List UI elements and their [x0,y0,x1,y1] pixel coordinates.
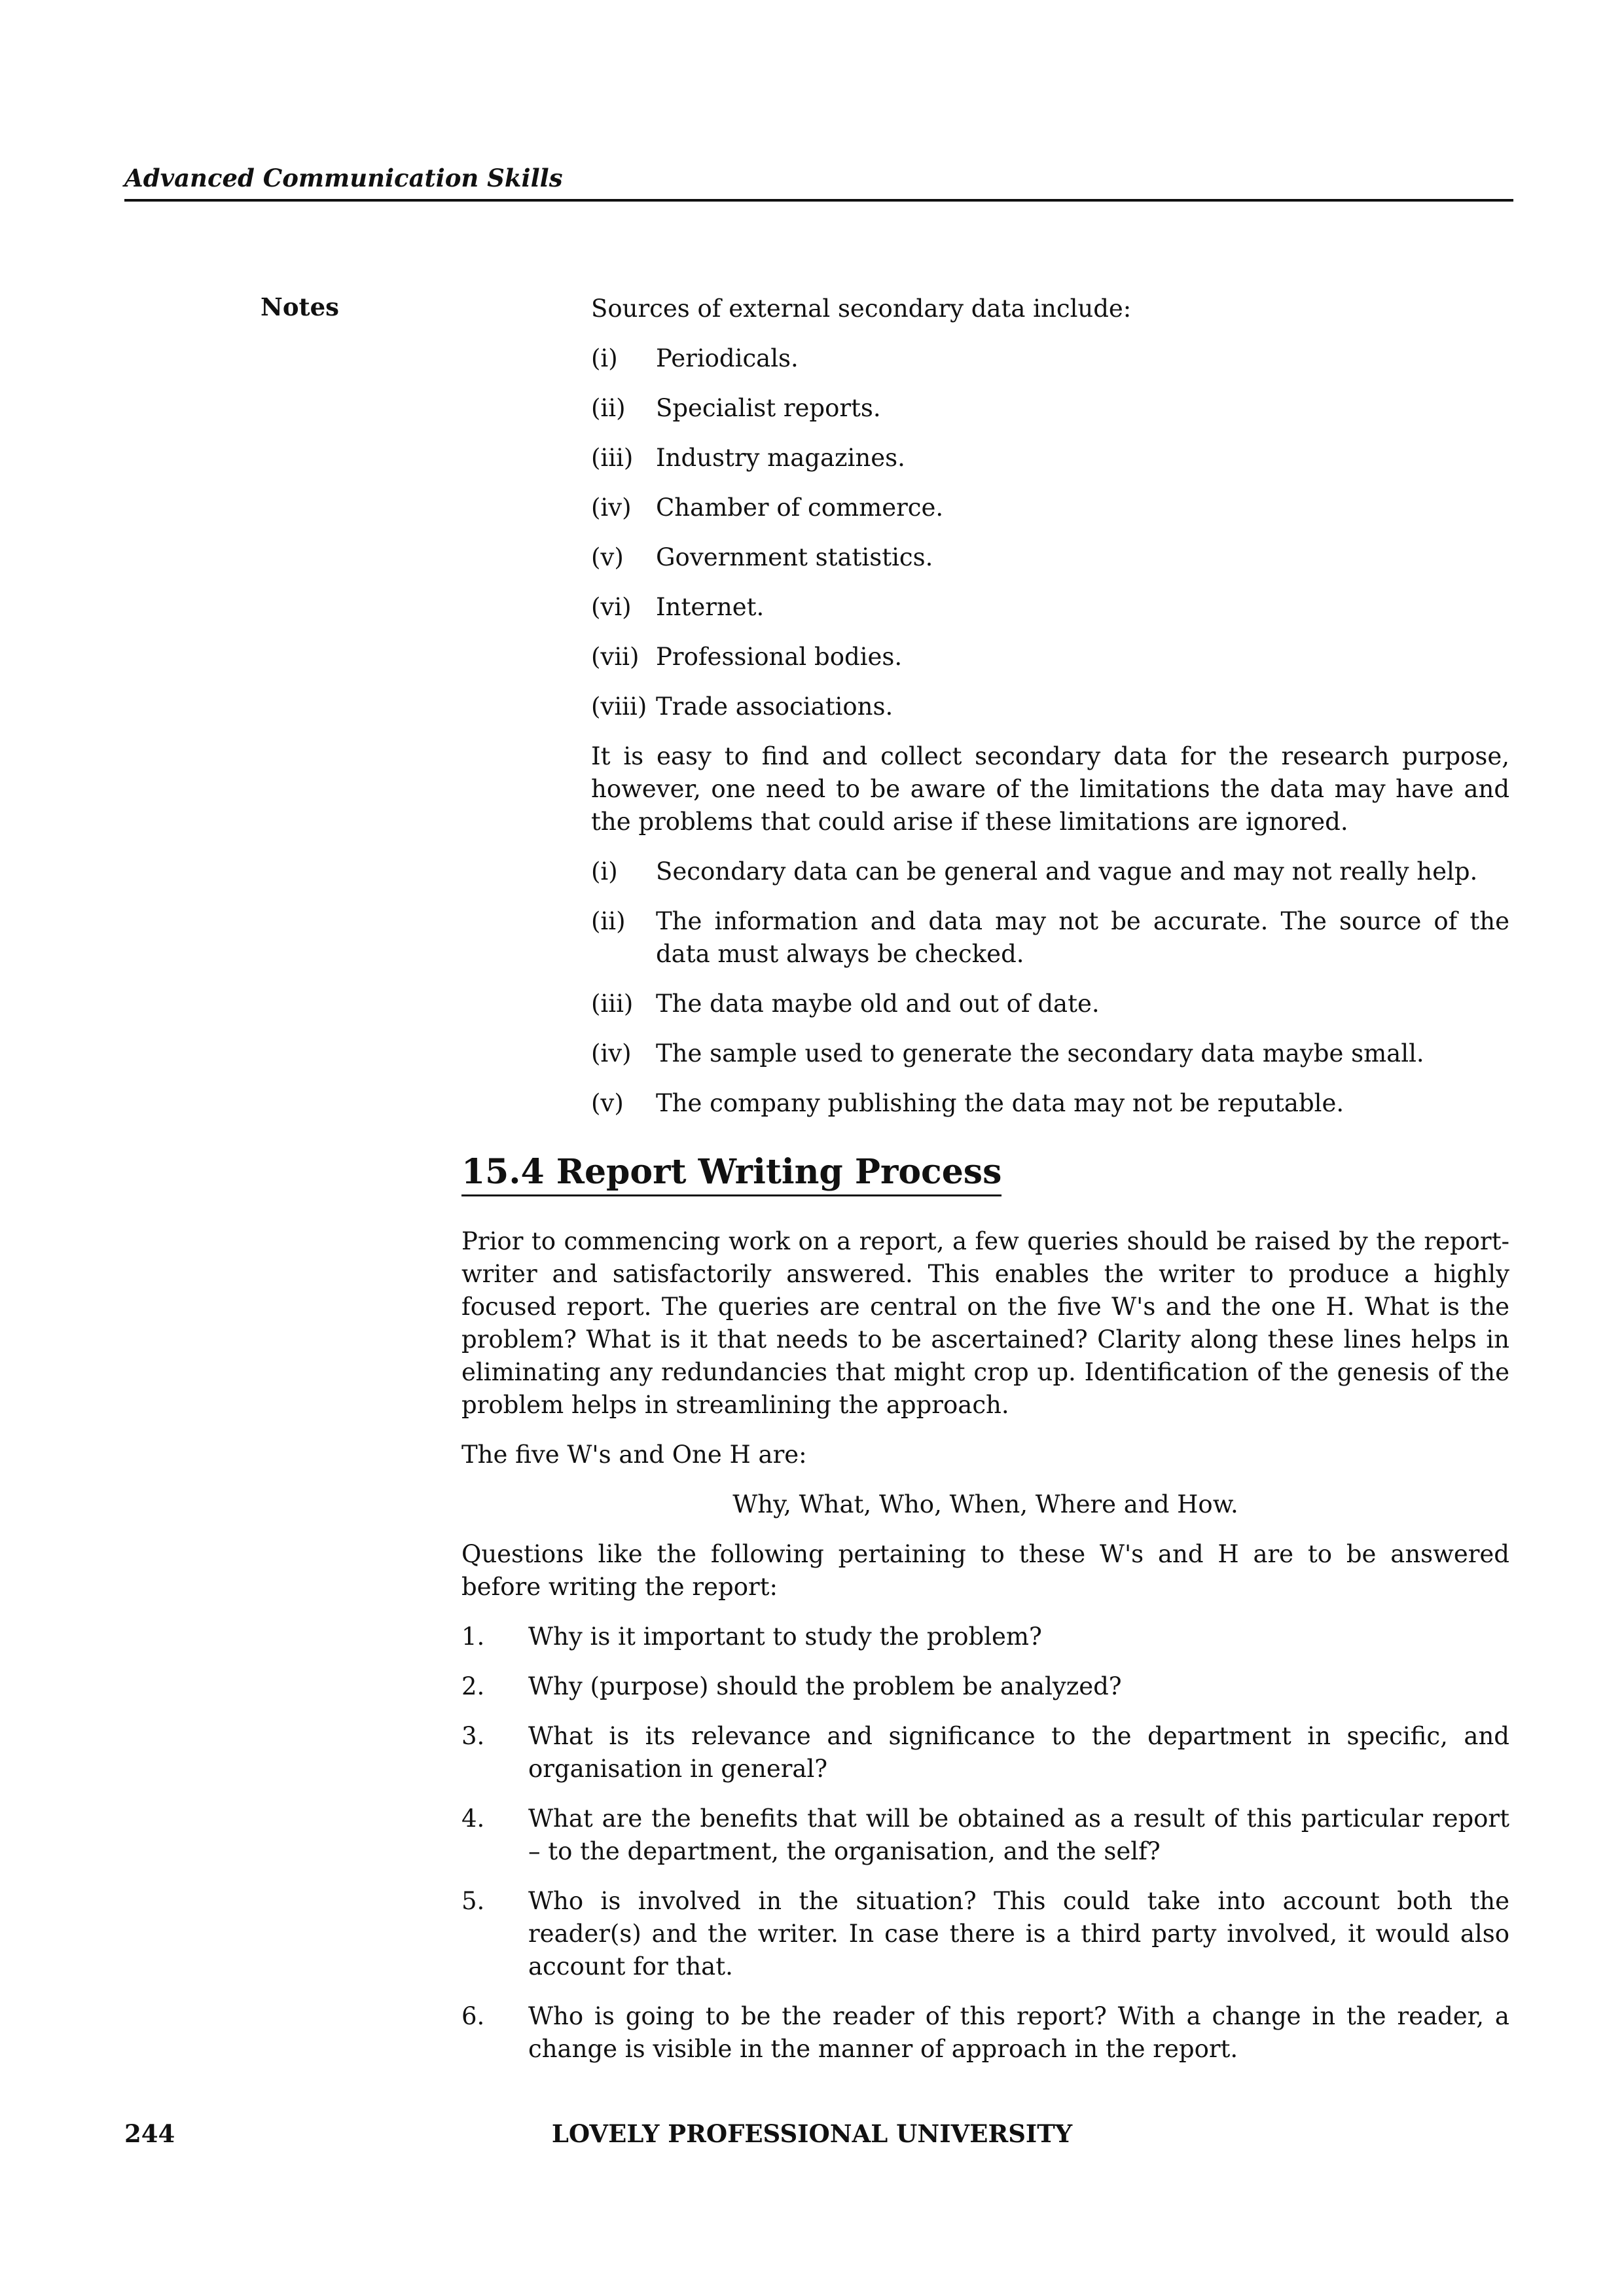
list-item-text: The sample used to generate the secondary data maybe small. [656,1039,1424,1067]
limitations-list [591,855,1509,1120]
list-item-text: What are the benefits that will be obtained as a result of this particular report – to the department, the organisation, and the self? [528,1804,1509,1865]
section-column [461,1136,1509,2083]
list-item-text: Why (purpose) should the problem be analyzed? [528,1672,1122,1700]
running-header: Advanced Communication Skills [124,164,1513,202]
list-item-number: (iii) [591,990,634,1018]
footer-university: LOVELY PROFESSIONAL UNIVERSITY [551,2119,1073,2148]
list-item-number: (i) [591,344,618,372]
list-item-number: (iv) [591,1039,632,1067]
list-item-text: Professional bodies. [656,643,903,671]
notes-column [591,293,1509,1137]
list-item-text: Government statistics. [656,543,933,571]
list-item-number: 5. [461,1887,485,1915]
list-item-text: Who is involved in the situation? This could take into account both the reader(s) and the writer. In case there is a third party involved, it would also account for that. [528,1887,1509,1981]
list-item [591,342,1509,375]
list-item [461,1621,1509,1653]
list-item-number: (ii) [591,394,626,422]
list-item-number: 1. [461,1623,485,1651]
list-item-number: 3. [461,1722,485,1750]
list-item [591,988,1509,1020]
list-item-text: Secondary data can be general and vague and may not really help. [656,857,1478,886]
list-item-text: Industry magazines. [656,444,905,472]
list-item-number: (vii) [591,643,640,671]
list-item-text: Internet. [656,593,765,621]
list-item [461,2000,1509,2066]
list-item-text: Trade associations. [656,692,893,721]
list-item [461,1720,1509,1785]
list-item-number: 6. [461,2002,485,2030]
list-item [461,1803,1509,1868]
list-item-number: (v) [591,1089,624,1117]
section-heading: 15.4 Report Writing Process [461,1153,1001,1196]
sources-list [591,342,1509,723]
list-item [591,541,1509,574]
list-item [591,905,1509,971]
page-number: 244 [124,2119,175,2148]
list-item-text: Why is it important to study the problem? [528,1623,1042,1651]
list-item [591,1087,1509,1120]
list-item [591,492,1509,524]
list-item [591,392,1509,425]
wh-list-line: Why, What, Who, When, Where and How. [732,1490,1238,1518]
list-item-text: The information and data may not be accurate. The source of the data must always be checked. [656,907,1509,968]
limitations-intro: It is easy to find and collect secondary data for the research purpose, however, one need to be aware of the limitations the data may have and the problems that could arise if these limitations are ignored. [591,742,1509,836]
list-item-number: (iv) [591,493,632,522]
sources-intro: Sources of external secondary data include: [591,295,1132,323]
list-item-number: (iii) [591,444,634,472]
list-item-text: Chamber of commerce. [656,493,944,522]
list-item-number: (viii) [591,692,647,721]
list-item-text: The company publishing the data may not be reputable. [656,1089,1344,1117]
list-item-number: 2. [461,1672,485,1700]
list-item [591,855,1509,888]
notes-margin-label: Notes [261,293,339,321]
wh-intro: The five W's and One H are: [461,1441,807,1469]
list-item [461,1670,1509,1703]
questions-intro: Questions like the following pertaining to these W's and H are to be answered before writing the report: [461,1540,1509,1601]
list-item-text: The data maybe old and out of date. [656,990,1100,1018]
list-item [591,641,1509,673]
list-item-number: (vi) [591,593,632,621]
section-paragraph: Prior to commencing work on a report, a few queries should be raised by the report-writer and satisfactorily answered. This enables the writer to produce a highly focused report. The queries are central on the five W's and the one H. What is the problem? What is it that needs to be ascertained? Clarity along these lines helps in eliminating any redundancies that might crop up. Identification of the genesis of the problem helps in streamlining the approach. [461,1227,1509,1419]
questions-list [461,1621,1509,2066]
list-item [461,1885,1509,1983]
list-item [591,1037,1509,1070]
list-item [591,591,1509,624]
list-item-number: 4. [461,1804,485,1833]
list-item-number: (ii) [591,907,626,935]
list-item [591,442,1509,475]
list-item-text: What is its relevance and significance to the department in specific, and organisation in general? [528,1722,1509,1783]
list-item-text: Specialist reports. [656,394,881,422]
list-item-text: Periodicals. [656,344,799,372]
list-item-number: (i) [591,857,618,886]
list-item-number: (v) [591,543,624,571]
list-item [591,691,1509,723]
list-item-text: Who is going to be the reader of this report? With a change in the reader, a change is visible in the manner of approach in the report. [528,2002,1509,2063]
